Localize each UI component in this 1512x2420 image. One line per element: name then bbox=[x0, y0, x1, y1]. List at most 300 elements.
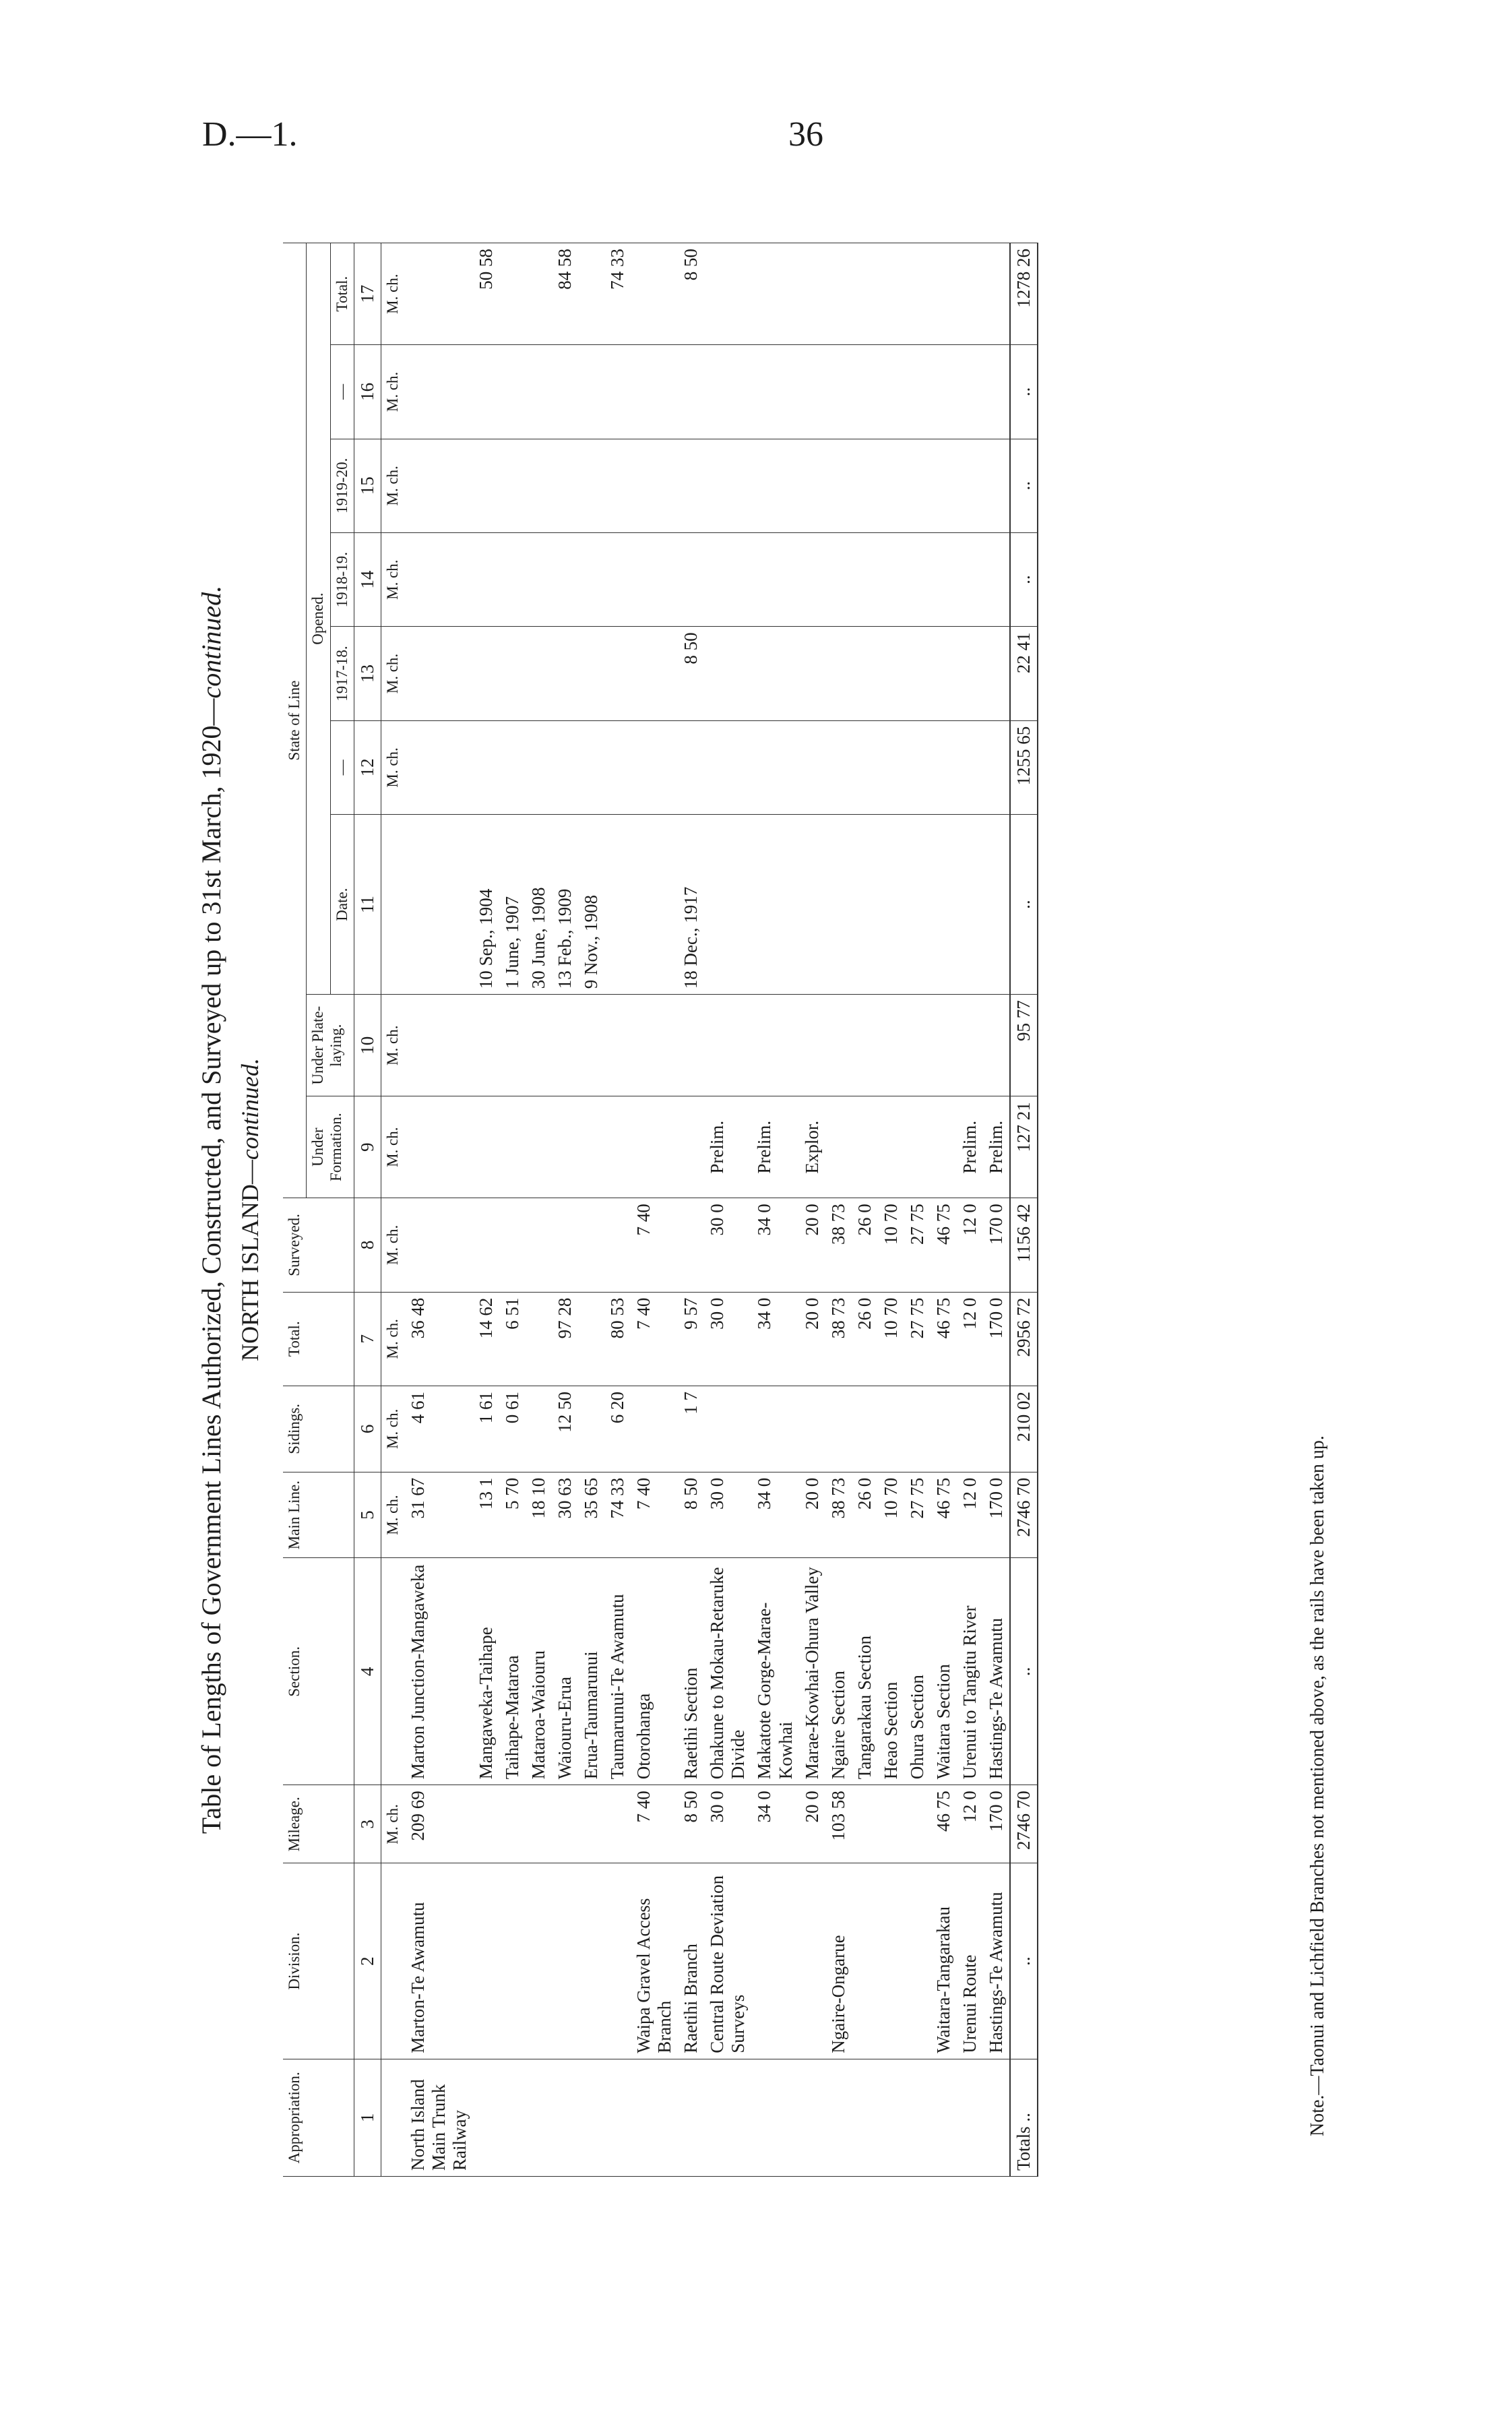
cell-o-dash2 bbox=[473, 345, 499, 439]
unit-label: M. ch. bbox=[381, 995, 405, 1096]
cell-main: 34 0 bbox=[751, 1472, 798, 1558]
cell-o1917 bbox=[799, 627, 825, 720]
col-opened-dash: — bbox=[330, 720, 354, 814]
cell-o1918 bbox=[852, 532, 878, 626]
cell-main: 46 75 bbox=[931, 1472, 957, 1558]
cell-section: Mataroa-Waiouru bbox=[526, 1558, 552, 1785]
cell-o-dash bbox=[631, 720, 678, 814]
cell-appropriation bbox=[904, 2059, 931, 2176]
col-opened-dash-2: — bbox=[330, 345, 354, 439]
cell-o1918 bbox=[678, 532, 704, 626]
cell-sidings: 12 50 bbox=[552, 1386, 578, 1472]
cell-sidings: 6 20 bbox=[604, 1386, 631, 1472]
cell-division bbox=[904, 1863, 931, 2059]
totals-1918-19: .. bbox=[1010, 532, 1038, 626]
col-number: 7 bbox=[354, 1292, 381, 1386]
cell-o-total bbox=[878, 243, 904, 345]
cell-o1917 bbox=[983, 627, 1010, 720]
cell-main: 7 40 bbox=[631, 1472, 678, 1558]
table-row bbox=[704, 243, 751, 2177]
unit-label: M. ch. bbox=[381, 627, 405, 720]
cell-o-total bbox=[499, 243, 526, 345]
cell-formation bbox=[526, 1096, 552, 1198]
col-total: Total. bbox=[283, 1292, 354, 1386]
cell-main: 27 75 bbox=[904, 1472, 931, 1558]
cell-o1919 bbox=[957, 439, 983, 532]
cell-mileage bbox=[552, 1785, 578, 1863]
cell-o-dash2 bbox=[931, 345, 957, 439]
cell-main: 26 0 bbox=[852, 1472, 878, 1558]
cell-surveyed: 26 0 bbox=[852, 1198, 878, 1292]
cell-formation bbox=[825, 1096, 852, 1198]
col-number: 13 bbox=[354, 627, 381, 720]
cell-formation bbox=[499, 1096, 526, 1198]
col-division: Division. bbox=[283, 1863, 354, 2059]
cell-main: 20 0 bbox=[799, 1472, 825, 1558]
cell-total: 36 48 bbox=[405, 1292, 473, 1386]
cell-o1918 bbox=[499, 532, 526, 626]
cell-main: 8 50 bbox=[678, 1472, 704, 1558]
cell-o-total bbox=[825, 243, 852, 345]
cell-mileage bbox=[473, 1785, 499, 1863]
cell-o1919 bbox=[852, 439, 878, 532]
cell-o-total bbox=[852, 243, 878, 345]
cell-mileage: 8 50 bbox=[678, 1785, 704, 1863]
cell-o1918 bbox=[552, 532, 578, 626]
cell-o-dash bbox=[799, 720, 825, 814]
cell-section: Ohakune to Mokau-Retaruke Divide bbox=[704, 1558, 751, 1785]
cell-o-dash bbox=[904, 720, 931, 814]
cell-division: Marton-Te Awamutu bbox=[405, 1863, 473, 2059]
cell-division bbox=[526, 1863, 552, 2059]
cell-section: Raetihi Section bbox=[678, 1558, 704, 1785]
cell-total: 80 53 bbox=[604, 1292, 631, 1386]
cell-date bbox=[957, 815, 983, 995]
col-sidings: Sidings. bbox=[283, 1386, 354, 1472]
table-body bbox=[405, 243, 1010, 2177]
cell-o1919 bbox=[904, 439, 931, 532]
cell-o1918 bbox=[957, 532, 983, 626]
cell-surveyed: 20 0 bbox=[799, 1198, 825, 1292]
totals-opened-total: 1278 26 bbox=[1010, 243, 1038, 345]
table-row bbox=[799, 243, 825, 2177]
table-row bbox=[604, 243, 631, 2177]
totals-sidings: 210 02 bbox=[1010, 1386, 1038, 1472]
cell-formation bbox=[904, 1096, 931, 1198]
cell-sidings bbox=[852, 1386, 878, 1472]
cell-o-dash bbox=[878, 720, 904, 814]
cell-o1917 bbox=[473, 627, 499, 720]
cell-o1918 bbox=[578, 532, 604, 626]
cell-sidings bbox=[526, 1386, 552, 1472]
cell-o-dash bbox=[604, 720, 631, 814]
cell-date bbox=[931, 815, 957, 995]
cell-mileage bbox=[904, 1785, 931, 1863]
table-row bbox=[931, 243, 957, 2177]
cell-o1918 bbox=[931, 532, 957, 626]
cell-o1918 bbox=[704, 532, 751, 626]
cell-o-dash bbox=[825, 720, 852, 814]
cell-division bbox=[604, 1863, 631, 2059]
totals-section bbox=[1010, 243, 1038, 2177]
cell-o-total bbox=[799, 243, 825, 345]
cell-o1919 bbox=[678, 439, 704, 532]
cell-division bbox=[499, 1863, 526, 2059]
cell-formation bbox=[473, 1096, 499, 1198]
table-subtitle bbox=[236, 243, 264, 2177]
cell-division bbox=[799, 1863, 825, 2059]
cell-mileage bbox=[578, 1785, 604, 1863]
table-row bbox=[852, 243, 878, 2177]
rotated-table-page bbox=[168, 243, 1327, 2177]
col-main-line: Main Line. bbox=[283, 1472, 354, 1558]
cell-date bbox=[704, 815, 751, 995]
cell-date: 9 Nov., 1908 bbox=[578, 815, 604, 995]
cell-appropriation bbox=[704, 2059, 751, 2176]
cell-date: 1 June, 1907 bbox=[499, 815, 526, 995]
cell-mileage: 34 0 bbox=[751, 1785, 798, 1863]
cell-division: Central Route Deviation Surveys bbox=[704, 1863, 751, 2059]
cell-o-dash bbox=[526, 720, 552, 814]
cell-o1917: 8 50 bbox=[678, 627, 704, 720]
cell-section: Urenui to Tangitu River bbox=[957, 1558, 983, 1785]
table-title-continued: continued. bbox=[196, 585, 226, 699]
cell-plate bbox=[957, 995, 983, 1096]
cell-total: 46 75 bbox=[931, 1292, 957, 1386]
cell-surveyed bbox=[405, 1198, 473, 1292]
cell-division: Ngaire-Ongarue bbox=[825, 1863, 852, 2059]
table-title-main: Table of Lengths of Government Lines Authorized, Constructed, and Surveyed up to 31st March, 1920— bbox=[196, 698, 226, 1834]
cell-o-dash bbox=[552, 720, 578, 814]
table-row bbox=[526, 243, 552, 2177]
cell-o-dash bbox=[678, 720, 704, 814]
cell-o-dash2 bbox=[678, 345, 704, 439]
cell-surveyed bbox=[499, 1198, 526, 1292]
cell-surveyed: 34 0 bbox=[751, 1198, 798, 1292]
unit-label: M. ch. bbox=[381, 1198, 405, 1292]
cell-appropriation bbox=[825, 2059, 852, 2176]
table-subtitle-main: NORTH ISLAND— bbox=[237, 1160, 263, 1361]
unit-label: M. ch. bbox=[381, 1292, 405, 1386]
cell-o-total: 84 58 bbox=[552, 243, 578, 345]
cell-o-dash bbox=[751, 720, 798, 814]
cell-sidings bbox=[631, 1386, 678, 1472]
cell-formation bbox=[931, 1096, 957, 1198]
cell-o1919 bbox=[878, 439, 904, 532]
cell-main: 12 0 bbox=[957, 1472, 983, 1558]
cell-plate bbox=[751, 995, 798, 1096]
table-row bbox=[751, 243, 798, 2177]
col-surveyed: Surveyed. bbox=[283, 1198, 354, 1292]
cell-mileage: 12 0 bbox=[957, 1785, 983, 1863]
cell-o1917 bbox=[552, 627, 578, 720]
cell-formation: Explor. bbox=[799, 1096, 825, 1198]
cell-plate bbox=[552, 995, 578, 1096]
cell-surveyed: 38 73 bbox=[825, 1198, 852, 1292]
cell-sidings bbox=[878, 1386, 904, 1472]
cell-plate bbox=[704, 995, 751, 1096]
cell-main: 10 70 bbox=[878, 1472, 904, 1558]
cell-sidings bbox=[578, 1386, 604, 1472]
cell-section: Ngaire Section bbox=[825, 1558, 852, 1785]
cell-o1917 bbox=[604, 627, 631, 720]
cell-surveyed: 30 0 bbox=[704, 1198, 751, 1292]
cell-o1919 bbox=[931, 439, 957, 532]
cell-o-dash bbox=[704, 720, 751, 814]
cell-o1918 bbox=[526, 532, 552, 626]
cell-o-dash bbox=[983, 720, 1010, 814]
col-number: 6 bbox=[354, 1386, 381, 1472]
cell-o1919 bbox=[552, 439, 578, 532]
cell-plate bbox=[604, 995, 631, 1096]
cell-o1917 bbox=[904, 627, 931, 720]
cell-o-dash2 bbox=[852, 345, 878, 439]
cell-mileage bbox=[878, 1785, 904, 1863]
cell-o-total bbox=[983, 243, 1010, 345]
cell-plate bbox=[405, 995, 473, 1096]
cell-section: Hastings-Te Awamutu bbox=[983, 1558, 1010, 1785]
totals-1919-20: .. bbox=[1010, 439, 1038, 532]
cell-o1917 bbox=[499, 627, 526, 720]
cell-plate bbox=[878, 995, 904, 1096]
cell-o1917 bbox=[578, 627, 604, 720]
cell-total: 10 70 bbox=[878, 1292, 904, 1386]
cell-date bbox=[799, 815, 825, 995]
cell-appropriation bbox=[983, 2059, 1010, 2176]
cell-surveyed bbox=[678, 1198, 704, 1292]
totals-row bbox=[1010, 243, 1038, 2177]
cell-o1918 bbox=[631, 532, 678, 626]
col-under-formation: Under Formation. bbox=[307, 1096, 354, 1198]
cell-main: 5 70 bbox=[499, 1472, 526, 1558]
col-appropriation: Appropriation. bbox=[283, 2059, 354, 2176]
cell-surveyed bbox=[526, 1198, 552, 1292]
cell-formation: Prelim. bbox=[983, 1096, 1010, 1198]
cell-o1917 bbox=[878, 627, 904, 720]
cell-surveyed: 10 70 bbox=[878, 1198, 904, 1292]
cell-total bbox=[526, 1292, 552, 1386]
cell-surveyed bbox=[473, 1198, 499, 1292]
cell-main: 30 0 bbox=[704, 1472, 751, 1558]
cell-o-total bbox=[931, 243, 957, 345]
cell-o1917 bbox=[852, 627, 878, 720]
cell-date bbox=[904, 815, 931, 995]
cell-main: 38 73 bbox=[825, 1472, 852, 1558]
cell-o1919 bbox=[631, 439, 678, 532]
cell-mileage: 7 40 bbox=[631, 1785, 678, 1863]
cell-o-total bbox=[704, 243, 751, 345]
cell-formation: Prelim. bbox=[957, 1096, 983, 1198]
cell-o-dash bbox=[499, 720, 526, 814]
cell-mileage: 20 0 bbox=[799, 1785, 825, 1863]
cell-o1919 bbox=[499, 439, 526, 532]
cell-date: 18 Dec., 1917 bbox=[678, 815, 704, 995]
cell-division: Raetihi Branch bbox=[678, 1863, 704, 2059]
table-row bbox=[878, 243, 904, 2177]
cell-section: Marton Junction-Mangaweka bbox=[405, 1558, 473, 1785]
unit-row bbox=[381, 243, 405, 2177]
column-number-row bbox=[354, 243, 381, 2177]
cell-plate bbox=[526, 995, 552, 1096]
cell-o1917 bbox=[957, 627, 983, 720]
cell-main: 74 33 bbox=[604, 1472, 631, 1558]
totals-division: .. bbox=[1010, 1863, 1038, 2059]
cell-formation bbox=[604, 1096, 631, 1198]
cell-total bbox=[578, 1292, 604, 1386]
unit-label: M. ch. bbox=[381, 439, 405, 532]
totals-opened-dash: 1255 65 bbox=[1010, 720, 1038, 814]
cell-o-dash bbox=[852, 720, 878, 814]
cell-main: 31 67 bbox=[405, 1472, 473, 1558]
col-opened-total: Total. bbox=[330, 243, 354, 345]
cell-sidings bbox=[957, 1386, 983, 1472]
cell-total: 26 0 bbox=[852, 1292, 878, 1386]
cell-plate bbox=[799, 995, 825, 1096]
col-number: 16 bbox=[354, 345, 381, 439]
cell-formation bbox=[678, 1096, 704, 1198]
cell-total: 14 62 bbox=[473, 1292, 499, 1386]
cell-appropriation bbox=[957, 2059, 983, 2176]
cell-formation bbox=[878, 1096, 904, 1198]
cell-total: 34 0 bbox=[751, 1292, 798, 1386]
cell-total: 170 0 bbox=[983, 1292, 1010, 1386]
cell-division: Waitara-Tangarakau bbox=[931, 1863, 957, 2059]
cell-o1917 bbox=[405, 627, 473, 720]
cell-sidings bbox=[799, 1386, 825, 1472]
cell-o1919 bbox=[983, 439, 1010, 532]
cell-o-dash2 bbox=[552, 345, 578, 439]
cell-date: 30 June, 1908 bbox=[526, 815, 552, 995]
unit-label: M. ch. bbox=[381, 532, 405, 626]
cell-plate bbox=[473, 995, 499, 1096]
cell-main: 18 10 bbox=[526, 1472, 552, 1558]
cell-formation: Prelim. bbox=[704, 1096, 751, 1198]
cell-section: Erua-Taumarunui bbox=[578, 1558, 604, 1785]
cell-division: Waipa Gravel Access Branch bbox=[631, 1863, 678, 2059]
cell-o1917 bbox=[931, 627, 957, 720]
cell-section: Taihape-Mataroa bbox=[499, 1558, 526, 1785]
col-under-plate-laying: Under Plate-laying. bbox=[307, 995, 354, 1096]
unit-label: M. ch. bbox=[381, 345, 405, 439]
cell-o1918 bbox=[405, 532, 473, 626]
cell-date bbox=[751, 815, 798, 995]
cell-o-dash2 bbox=[878, 345, 904, 439]
table-row bbox=[631, 243, 678, 2177]
cell-o-dash bbox=[578, 720, 604, 814]
cell-o-dash bbox=[957, 720, 983, 814]
cell-division bbox=[473, 1863, 499, 2059]
cell-o-total: 8 50 bbox=[678, 243, 704, 345]
cell-o-total bbox=[405, 243, 473, 345]
cell-o1919 bbox=[526, 439, 552, 532]
cell-o1917 bbox=[631, 627, 678, 720]
cell-date bbox=[604, 815, 631, 995]
cell-total: 97 28 bbox=[552, 1292, 578, 1386]
cell-main: 30 63 bbox=[552, 1472, 578, 1558]
page-number: 36 bbox=[788, 115, 823, 154]
cell-total: 7 40 bbox=[631, 1292, 678, 1386]
cell-sidings bbox=[704, 1386, 751, 1472]
cell-plate bbox=[852, 995, 878, 1096]
cell-o1918 bbox=[983, 532, 1010, 626]
cell-o1918 bbox=[473, 532, 499, 626]
cell-date bbox=[825, 815, 852, 995]
cell-total: 27 75 bbox=[904, 1292, 931, 1386]
cell-surveyed: 12 0 bbox=[957, 1198, 983, 1292]
cell-section: Otorohanga bbox=[631, 1558, 678, 1785]
cell-appropriation bbox=[678, 2059, 704, 2176]
cell-total: 6 51 bbox=[499, 1292, 526, 1386]
cell-division: Urenui Route bbox=[957, 1863, 983, 2059]
col-number: 2 bbox=[354, 1863, 381, 2059]
cell-division bbox=[578, 1863, 604, 2059]
cell-section: Waitara Section bbox=[931, 1558, 957, 1785]
cell-section: Marae-Kowhai-Ohura Valley bbox=[799, 1558, 825, 1785]
cell-surveyed: 170 0 bbox=[983, 1198, 1010, 1292]
footnote: Note.—Taonui and Lichfield Branches not mentioned above, as the rails have been taken up. bbox=[1307, 1435, 1328, 2136]
cell-plate bbox=[825, 995, 852, 1096]
cell-o-dash2 bbox=[499, 345, 526, 439]
totals-date: .. bbox=[1010, 815, 1038, 995]
col-number: 5 bbox=[354, 1472, 381, 1558]
cell-appropriation bbox=[631, 2059, 678, 2176]
totals-1917-18: 22 41 bbox=[1010, 627, 1038, 720]
col-state-of-line: State of Line bbox=[283, 243, 307, 1198]
col-number: 14 bbox=[354, 532, 381, 626]
table-row bbox=[405, 243, 473, 2177]
table-row bbox=[825, 243, 852, 2177]
totals-under-plate-laying: 95 77 bbox=[1010, 995, 1038, 1096]
cell-sidings: 1 61 bbox=[473, 1386, 499, 1472]
cell-surveyed bbox=[578, 1198, 604, 1292]
cell-o1917 bbox=[825, 627, 852, 720]
table-title bbox=[195, 243, 227, 2177]
cell-o-dash bbox=[931, 720, 957, 814]
col-date: Date. bbox=[330, 815, 354, 995]
cell-date bbox=[878, 815, 904, 995]
cell-sidings: 1 7 bbox=[678, 1386, 704, 1472]
cell-o-total: 74 33 bbox=[604, 243, 631, 345]
cell-surveyed bbox=[604, 1198, 631, 1292]
cell-o-dash bbox=[473, 720, 499, 814]
cell-plate bbox=[499, 995, 526, 1096]
cell-total: 20 0 bbox=[799, 1292, 825, 1386]
unit-label: M. ch. bbox=[381, 1472, 405, 1558]
totals-label: Totals .. bbox=[1010, 2059, 1038, 2176]
table-row bbox=[552, 243, 578, 2177]
cell-o1918 bbox=[904, 532, 931, 626]
cell-appropriation bbox=[526, 2059, 552, 2176]
totals-opened-dash-2: .. bbox=[1010, 345, 1038, 439]
cell-o1919 bbox=[704, 439, 751, 532]
col-number: 12 bbox=[354, 720, 381, 814]
table-row bbox=[473, 243, 499, 2177]
unit-label: M. ch. bbox=[381, 243, 405, 345]
cell-division bbox=[852, 1863, 878, 2059]
cell-sidings bbox=[904, 1386, 931, 1472]
cell-o1919 bbox=[825, 439, 852, 532]
cell-appropriation bbox=[852, 2059, 878, 2176]
cell-division bbox=[878, 1863, 904, 2059]
cell-appropriation bbox=[751, 2059, 798, 2176]
table-row bbox=[957, 243, 983, 2177]
totals-surveyed: 1156 42 bbox=[1010, 1198, 1038, 1292]
cell-date bbox=[983, 815, 1010, 995]
cell-formation bbox=[578, 1096, 604, 1198]
cell-section: Makatote Gorge-Marae-Kowhai bbox=[751, 1558, 798, 1785]
cell-mileage bbox=[526, 1785, 552, 1863]
cell-surveyed: 46 75 bbox=[931, 1198, 957, 1292]
